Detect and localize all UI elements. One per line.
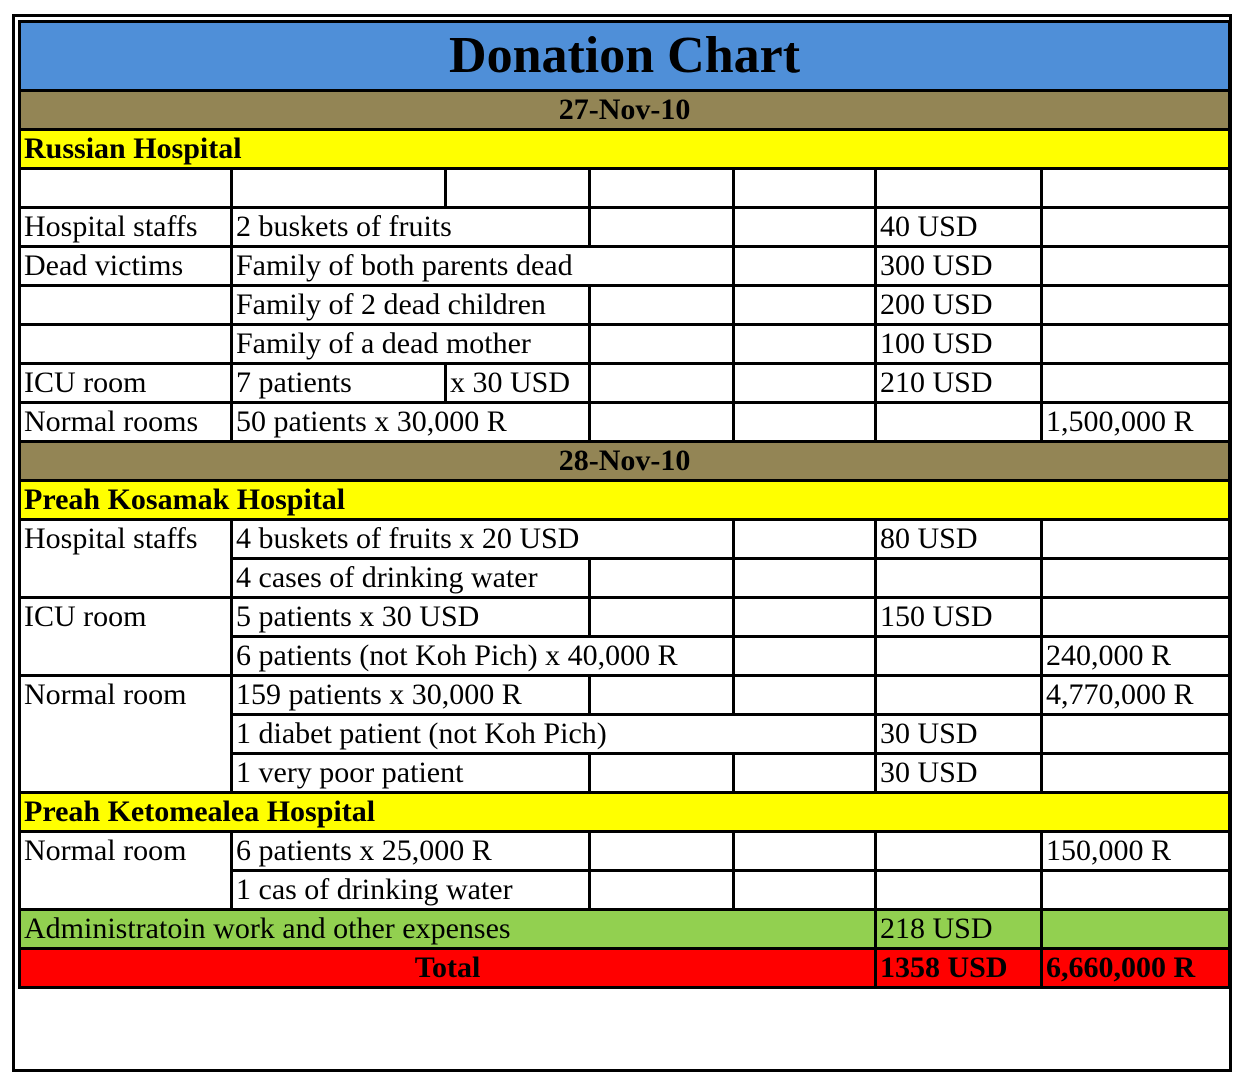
hospital-name: Preah Kosamak Hospital [20, 481, 1230, 520]
item-cell: 6 patients x 25,000 R [232, 832, 590, 871]
empty-cell [734, 325, 876, 364]
usd-cell: 30 USD [876, 715, 1042, 754]
admin-label: Administratoin work and other expenses [20, 910, 876, 949]
usd-cell: 300 USD [876, 247, 1042, 286]
riel-cell: 1,500,000 R [1042, 403, 1230, 442]
riel-cell [1042, 715, 1230, 754]
riel-cell [1042, 754, 1230, 793]
donation-table [18, 20, 1231, 989]
usd-cell: 80 USD [876, 520, 1042, 559]
item-cell: Family of both parents dead [232, 247, 734, 286]
usd-cell: 100 USD [876, 325, 1042, 364]
category-cell: ICU room [20, 598, 232, 676]
item-cell: 1 very poor patient [232, 754, 590, 793]
empty-cell [446, 169, 590, 208]
empty-cell [876, 169, 1042, 208]
empty-cell [590, 754, 734, 793]
riel-cell [1042, 208, 1230, 247]
riel-cell [1042, 247, 1230, 286]
rate-cell: x 30 USD [446, 364, 590, 403]
table-row [20, 286, 1230, 325]
table-row [20, 208, 1230, 247]
table-row [20, 403, 1230, 442]
empty-cell [734, 208, 876, 247]
category-cell: ICU room [20, 364, 232, 403]
empty-cell [734, 598, 876, 637]
date-label: 28-Nov-10 [20, 442, 1230, 481]
empty-cell [590, 208, 734, 247]
date-label: 27-Nov-10 [20, 91, 1230, 130]
riel-cell: 4,770,000 R [1042, 676, 1230, 715]
empty-cell [590, 598, 734, 637]
hospital-name: Preah Ketomealea Hospital [20, 793, 1230, 832]
admin-row [20, 910, 1230, 949]
empty-cell [734, 676, 876, 715]
riel-cell: 240,000 R [1042, 637, 1230, 676]
riel-cell [1042, 286, 1230, 325]
item-cell: 6 patients (not Koh Pich) x 40,000 R [232, 637, 734, 676]
category-cell: Hospital staffs [20, 520, 232, 598]
item-cell: 7 patients [232, 364, 446, 403]
empty-cell [734, 871, 876, 910]
total-riel: 6,660,000 R [1042, 949, 1230, 988]
table-row [20, 598, 1230, 637]
table-row [20, 169, 1230, 208]
empty-cell [590, 169, 734, 208]
usd-cell [876, 559, 1042, 598]
hospital-name: Russian Hospital [20, 130, 1230, 169]
riel-cell: 150,000 R [1042, 832, 1230, 871]
empty-cell [590, 832, 734, 871]
table-row [20, 325, 1230, 364]
date-row [20, 442, 1230, 481]
empty-cell [734, 832, 876, 871]
admin-riel [1042, 910, 1230, 949]
riel-cell [1042, 325, 1230, 364]
empty-cell [232, 169, 446, 208]
empty-cell [590, 871, 734, 910]
empty-cell [734, 286, 876, 325]
item-cell: 4 cases of drinking water [232, 559, 590, 598]
empty-cell [734, 754, 876, 793]
category-cell: Normal room [20, 832, 232, 910]
riel-cell [1042, 364, 1230, 403]
riel-cell [1042, 559, 1230, 598]
hospital-row [20, 481, 1230, 520]
table-row [20, 247, 1230, 286]
category-cell: Normal room [20, 676, 232, 793]
page-title: Donation Chart [20, 22, 1230, 91]
empty-cell [734, 364, 876, 403]
category-cell: Normal rooms [20, 403, 232, 442]
admin-usd: 218 USD [876, 910, 1042, 949]
item-cell: 2 buskets of fruits [232, 208, 590, 247]
empty-cell [1042, 169, 1230, 208]
table-row [20, 364, 1230, 403]
title-row [20, 22, 1230, 91]
usd-cell [876, 676, 1042, 715]
total-row [20, 949, 1230, 988]
usd-cell: 150 USD [876, 598, 1042, 637]
table-row [20, 676, 1230, 715]
category-cell [20, 325, 232, 364]
empty-cell [734, 247, 876, 286]
item-cell: 1 diabet patient (not Koh Pich) [232, 715, 876, 754]
empty-cell [590, 364, 734, 403]
empty-cell [590, 286, 734, 325]
item-cell: 159 patients x 30,000 R [232, 676, 590, 715]
usd-cell [876, 637, 1042, 676]
item-cell: 1 cas of drinking water [232, 871, 590, 910]
category-cell [20, 286, 232, 325]
table-row [20, 832, 1230, 871]
empty-cell [734, 403, 876, 442]
usd-cell [876, 871, 1042, 910]
empty-cell [590, 676, 734, 715]
empty-cell [590, 403, 734, 442]
usd-cell [876, 403, 1042, 442]
empty-cell [590, 325, 734, 364]
category-cell: Dead victims [20, 247, 232, 286]
empty-cell [734, 559, 876, 598]
date-row [20, 91, 1230, 130]
empty-cell [734, 637, 876, 676]
usd-cell: 200 USD [876, 286, 1042, 325]
table-row [20, 520, 1230, 559]
total-usd: 1358 USD [876, 949, 1042, 988]
empty-cell [590, 559, 734, 598]
riel-cell [1042, 520, 1230, 559]
item-cell: 50 patients x 30,000 R [232, 403, 590, 442]
item-cell: 4 buskets of fruits x 20 USD [232, 520, 734, 559]
donation-chart-frame [12, 14, 1232, 1072]
usd-cell: 40 USD [876, 208, 1042, 247]
category-cell: Hospital staffs [20, 208, 232, 247]
item-cell: 5 patients x 30 USD [232, 598, 590, 637]
item-cell: Family of 2 dead children [232, 286, 590, 325]
riel-cell [1042, 598, 1230, 637]
riel-cell [1042, 871, 1230, 910]
empty-cell [20, 169, 232, 208]
total-label: Total [20, 949, 876, 988]
item-cell: Family of a dead mother [232, 325, 590, 364]
hospital-row [20, 793, 1230, 832]
usd-cell [876, 832, 1042, 871]
empty-cell [734, 520, 876, 559]
usd-cell: 30 USD [876, 754, 1042, 793]
hospital-row [20, 130, 1230, 169]
usd-cell: 210 USD [876, 364, 1042, 403]
empty-cell [734, 169, 876, 208]
